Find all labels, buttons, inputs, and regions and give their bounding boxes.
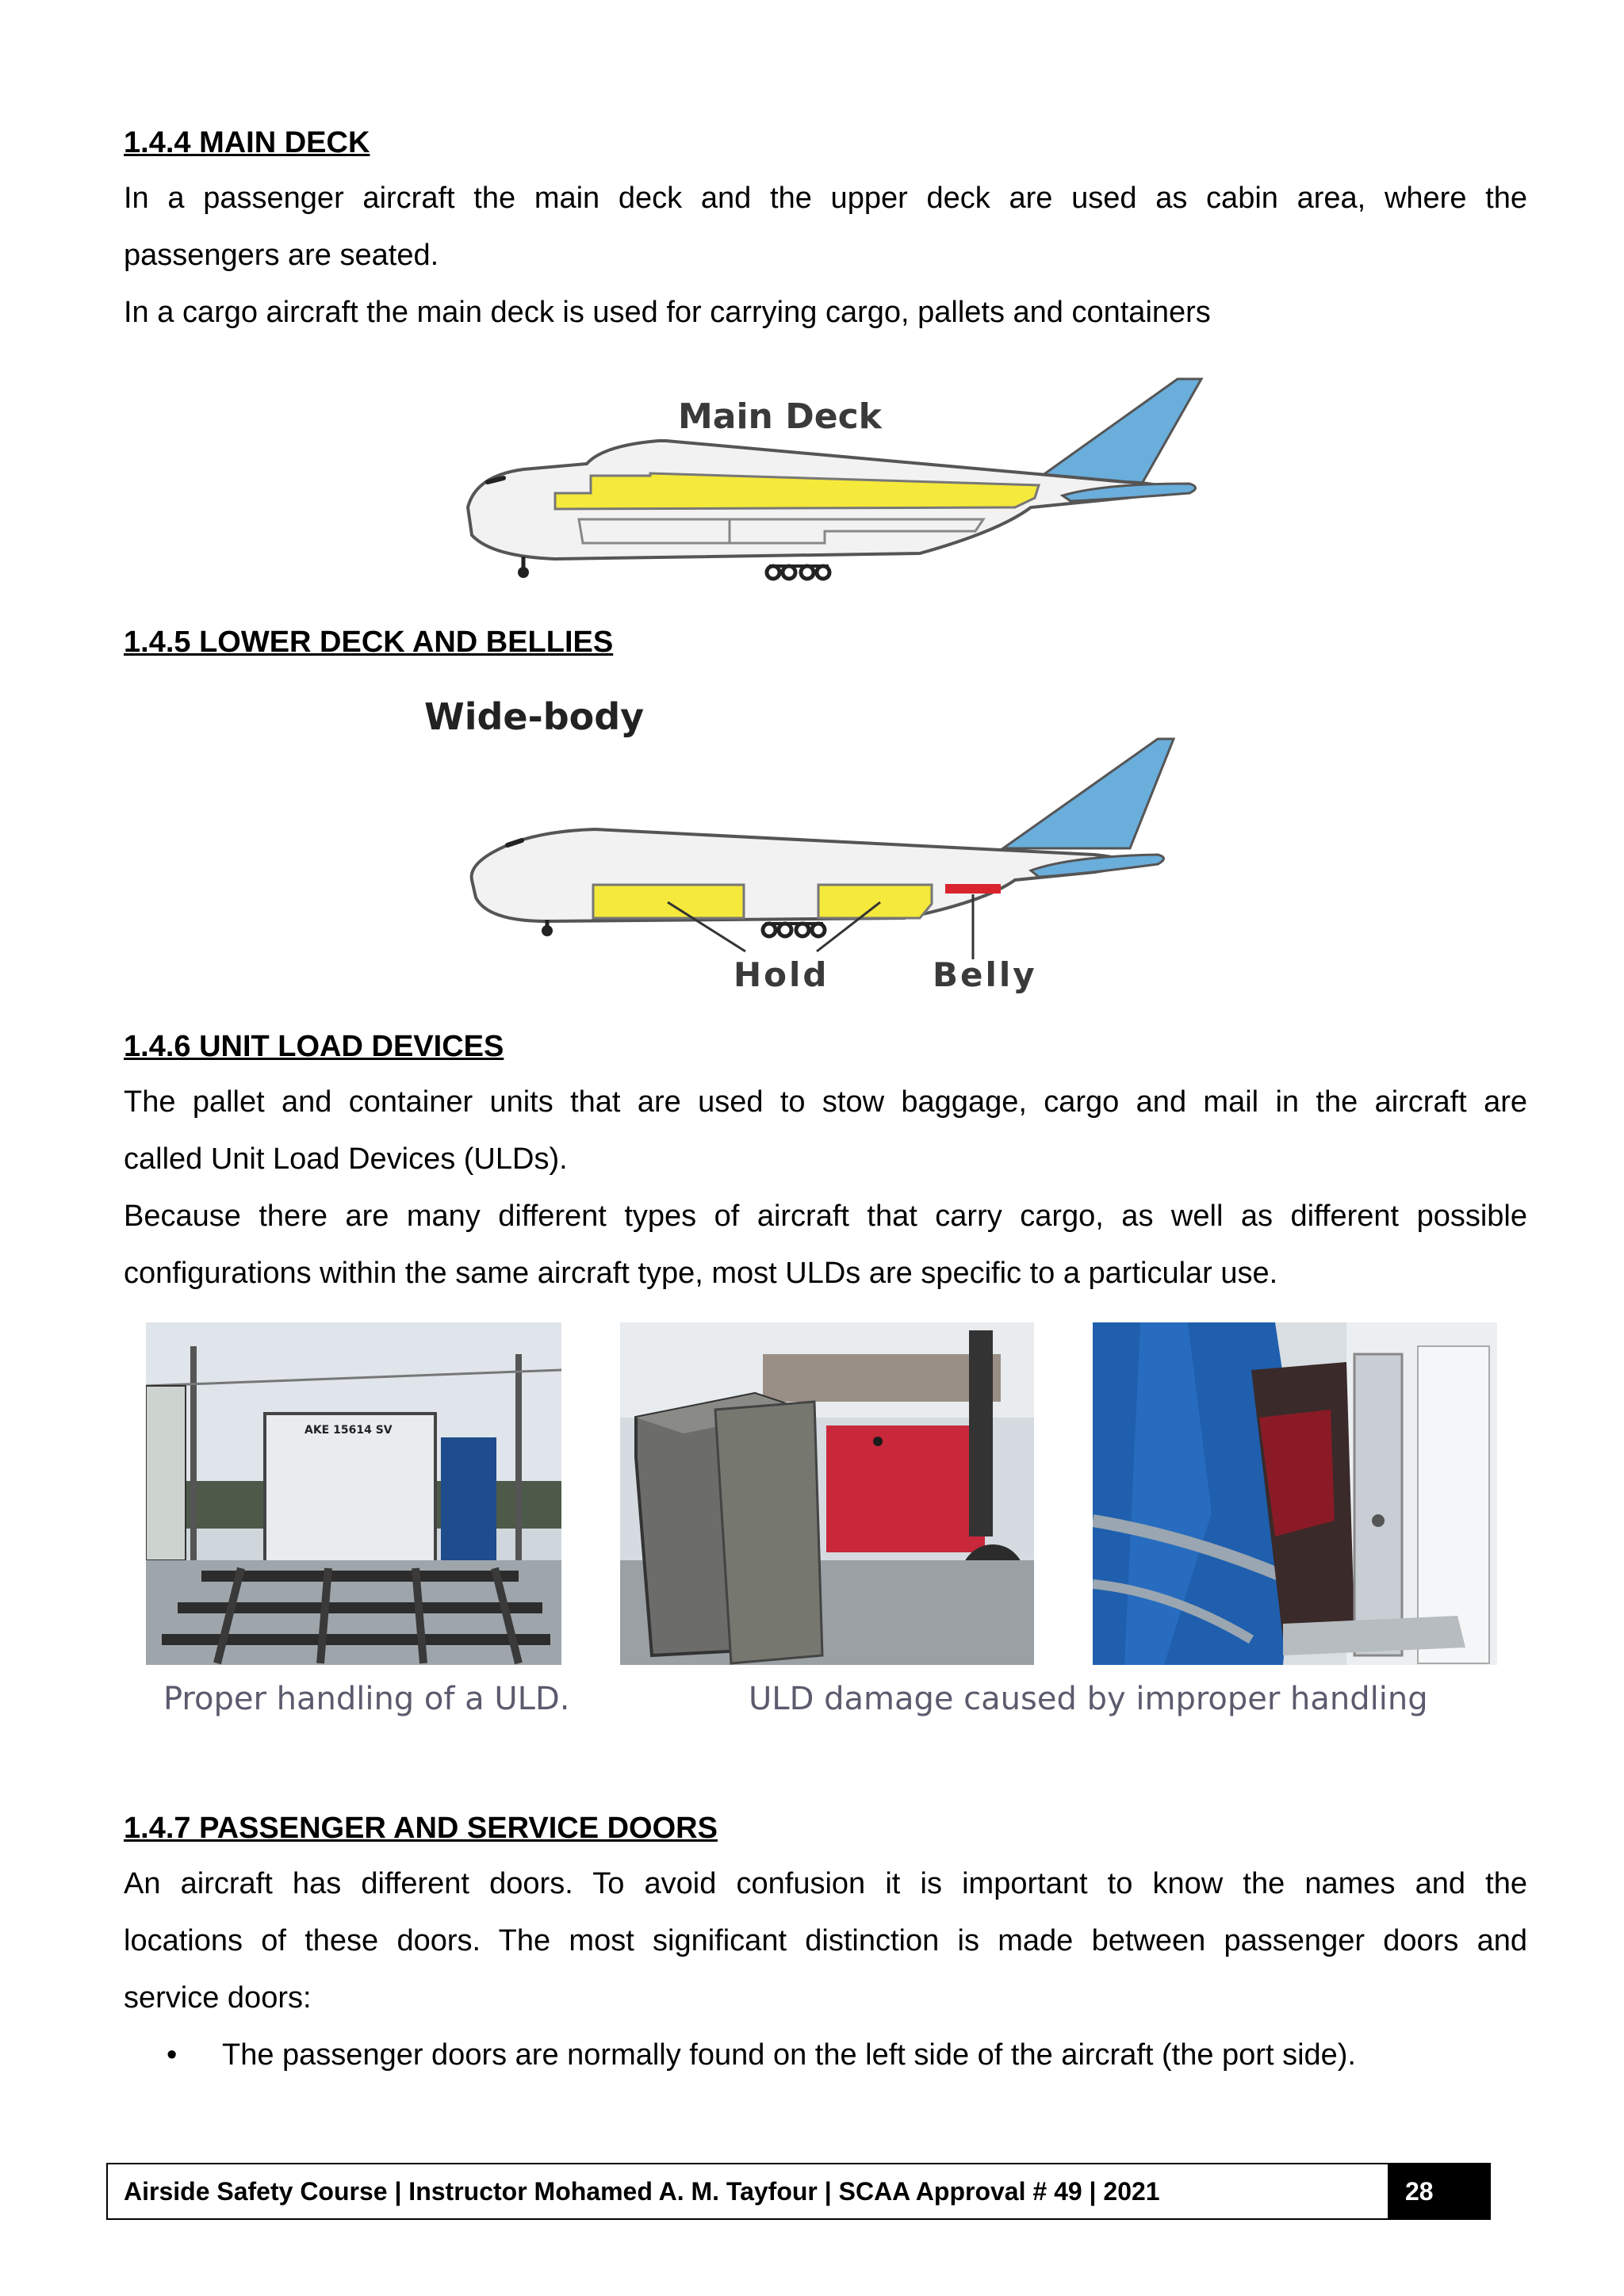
nose-gear <box>542 925 553 936</box>
tail-fin <box>1031 379 1201 484</box>
main-deck-aircraft-figure <box>428 373 1205 587</box>
nose-gear <box>518 567 529 578</box>
uld-para2-line2: configurations within the same aircraft type, most ULDs are specific to a particular use. <box>124 1257 1278 1290</box>
aft-hold <box>818 885 932 918</box>
main-deck-para2: In a cargo aircraft the main deck is used for carrying cargo, pallets and containers <box>124 296 1211 329</box>
uld-para1-line1: The pallet and container units that are used to stow baggage, cargo and mail in the aircraft are <box>124 1085 1527 1119</box>
heading-doors: 1.4.7 PASSENGER AND SERVICE DOORS <box>124 1812 718 1845</box>
hold-label: Hold <box>733 955 829 994</box>
bullet-marker: • <box>167 2038 178 2072</box>
caption-proper-handling: Proper handling of a ULD. <box>163 1681 570 1717</box>
belly-label: Belly <box>933 955 1037 994</box>
footer-course-info: Airside Safety Course | Instructor Mohamed A. M. Tayfour | SCAA Approval # 49 | 2021 <box>108 2164 1389 2218</box>
wide-body-label: Wide-body <box>424 695 645 738</box>
main-gear <box>763 924 825 936</box>
doors-bullet-1 <box>167 2038 1356 2072</box>
heading-uld: 1.4.6 UNIT LOAD DEVICES <box>124 1030 504 1063</box>
caption-uld-damage: ULD damage caused by improper handling <box>749 1681 1428 1717</box>
uld-para2-line1: Because there are many different types of aircraft that carry cargo, as well as different possible <box>124 1200 1527 1233</box>
uld-para1-line2: called Unit Load Devices (ULDs). <box>124 1142 568 1176</box>
page-number: 28 <box>1389 2164 1489 2218</box>
heading-lower-deck: 1.4.5 LOWER DECK AND BELLIES <box>124 626 614 659</box>
bulk-belly-compartment <box>945 884 1001 894</box>
tail-fin <box>1003 739 1174 848</box>
lower-deck-aircraft-figure <box>412 690 1189 999</box>
bullet-text: The passenger doors are normally found on the left side of the aircraft (the port side). <box>222 2038 1356 2072</box>
uld-marking: AKE 15614 SV <box>304 1424 393 1437</box>
doors-para-line3: service doors: <box>124 1981 312 2015</box>
main-gear <box>767 566 829 579</box>
main-deck-para1-line1: In a passenger aircraft the main deck and the upper deck are used as cabin area, where the <box>124 182 1527 215</box>
doors-para-line2: locations of these doors. The most significant distinction is made between passenger doors and <box>124 1924 1527 1957</box>
heading-main-deck: 1.4.4 MAIN DECK <box>124 126 370 159</box>
photo-proper-uld-handling <box>146 1322 561 1665</box>
main-deck-para1-line2: passengers are seated. <box>124 239 439 272</box>
photo-uld-damage-2 <box>1093 1322 1497 1665</box>
doors-para-line1: An aircraft has different doors. To avoid confusion it is important to know the names and the <box>124 1867 1527 1900</box>
photo-uld-damage-1 <box>620 1322 1034 1665</box>
page-footer <box>106 2163 1491 2220</box>
main-deck-label: Main Deck <box>678 396 882 437</box>
